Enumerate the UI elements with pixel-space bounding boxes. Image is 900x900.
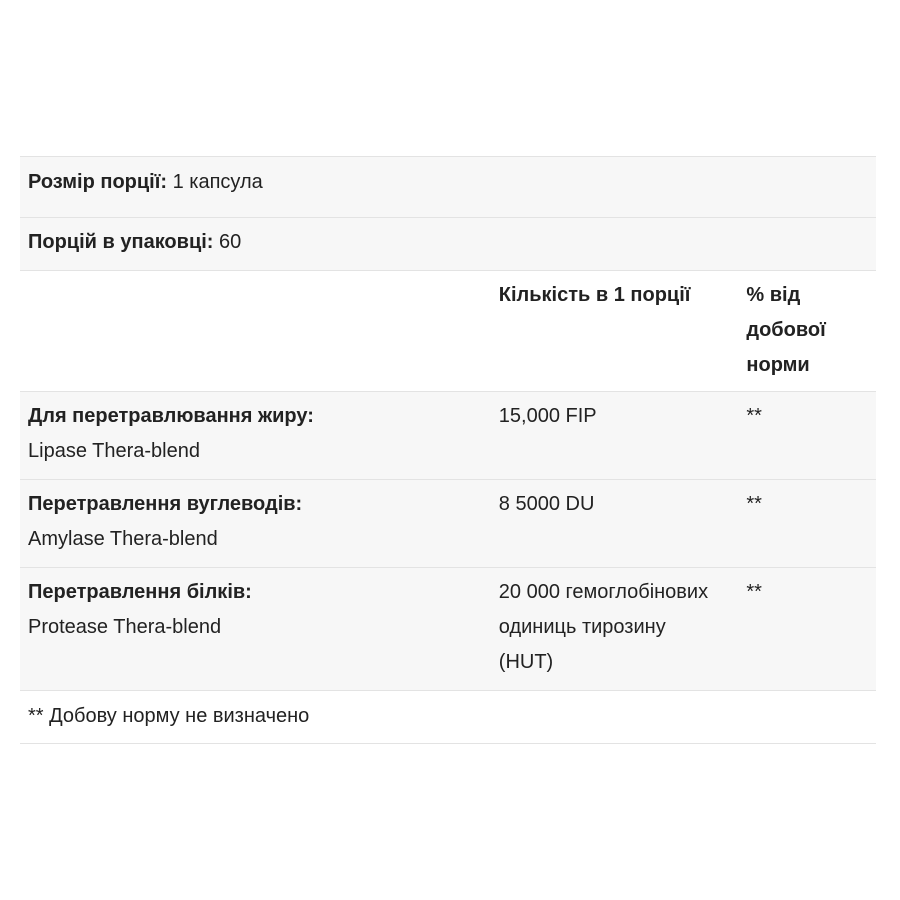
nutrient-amount-cell bbox=[491, 568, 739, 691]
serving-size-value: 1 капсула bbox=[172, 171, 263, 193]
header-daily-value bbox=[738, 271, 876, 392]
serving-size-cell bbox=[20, 157, 876, 218]
header-daily-value-line1: % від bbox=[746, 284, 801, 306]
servings-per-container-cell bbox=[20, 218, 876, 271]
nutrient-daily-value: ** bbox=[738, 392, 876, 480]
nutrient-daily-value: ** bbox=[738, 480, 876, 568]
nutrient-amount-cell bbox=[491, 392, 739, 480]
nutrient-name: Protease Thera-blend bbox=[28, 616, 222, 638]
table-header-row bbox=[20, 271, 876, 392]
nutrient-amount-line1: 15,000 FIP bbox=[498, 405, 597, 427]
footnote-row bbox=[20, 691, 876, 744]
nutrient-name-cell bbox=[20, 480, 491, 568]
supplement-facts-table bbox=[20, 156, 876, 744]
header-daily-value-line3: норми bbox=[746, 354, 810, 376]
footnote: ** Добову норму не визначено bbox=[20, 691, 876, 744]
nutrient-name: Amylase Thera-blend bbox=[28, 528, 218, 550]
nutrient-name: Lipase Thera-blend bbox=[28, 440, 200, 462]
nutrient-amount-line3: (HUT) bbox=[498, 651, 554, 673]
table-row bbox=[20, 568, 876, 691]
nutrient-category: Перетравлення білків: bbox=[28, 581, 252, 603]
servings-per-container-row bbox=[20, 218, 876, 271]
nutrient-amount-line1: 8 5000 DU bbox=[498, 493, 595, 515]
header-empty-cell bbox=[20, 271, 491, 392]
serving-size-label: Розмір порції: bbox=[28, 171, 168, 193]
nutrient-category: Для перетравлювання жиру: bbox=[28, 405, 314, 427]
nutrient-amount-line1: 20 000 гемоглобінових bbox=[498, 581, 709, 603]
table-row bbox=[20, 480, 876, 568]
nutrient-daily-value: ** bbox=[738, 568, 876, 691]
table-row bbox=[20, 392, 876, 480]
servings-per-container-value: 60 bbox=[219, 231, 242, 253]
header-daily-value-line2: добової bbox=[746, 319, 826, 341]
servings-per-container-label: Порцій в упаковці: bbox=[28, 231, 214, 253]
nutrient-amount-line2: одиниць тирозину bbox=[498, 616, 666, 638]
nutrient-category: Перетравлення вуглеводів: bbox=[28, 493, 303, 515]
nutrient-name-cell bbox=[20, 568, 491, 691]
header-amount: Кількість в 1 порції bbox=[491, 271, 739, 392]
nutrient-amount-cell bbox=[491, 480, 739, 568]
serving-size-row bbox=[20, 157, 876, 218]
nutrient-name-cell bbox=[20, 392, 491, 480]
